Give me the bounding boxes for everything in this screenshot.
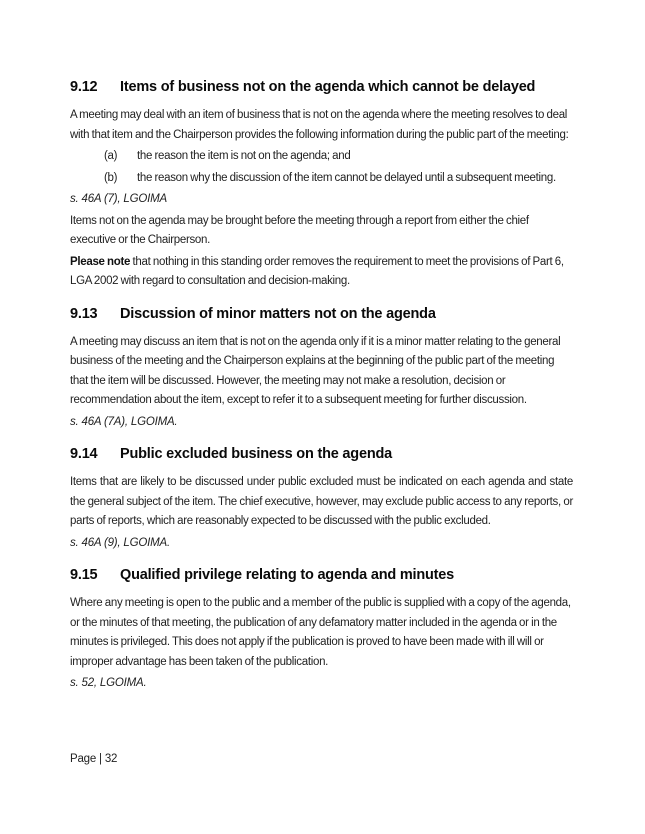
section-intro-paragraph: A meeting may deal with an item of business that is not on the agenda where the meeting resolves to deal with that item and the Chairperson provides the following information during the public part of the meeting: <box>70 109 569 141</box>
section-body-paragraph: A meeting may discuss an item that is not on the agenda only if it is a minor matter relating to the general business of the meeting and the Chairperson explains at the beginning of the public part of the meeting that the item will be discussed. However, the meeting may not make a resolution, decision or recommendation about the item, except to refer it to a subsequent meeting for further discussion. <box>70 335 561 406</box>
note-paragraph <box>70 253 573 292</box>
section-number: 9.12 <box>70 79 98 95</box>
list-item-label: (b) <box>104 171 118 184</box>
section-title: Discussion of minor matters not on the agenda <box>120 305 436 322</box>
list-item-text: the reason the item is not on the agenda; and <box>137 150 351 162</box>
section-heading <box>70 445 573 463</box>
section-body-paragraph: Items that are likely to be discussed under public excluded must be indicated on each agenda and state the general subject of the item. The chief executive, however, may exclude public access to any reports, or parts of reports, which are reasonably expected to be discussed with the public excluded. <box>70 476 573 527</box>
list-item-b <box>70 169 573 189</box>
section-title: Qualified privilege relating to agenda and minutes <box>120 567 455 583</box>
section-title: Public excluded business on the agenda <box>120 446 392 462</box>
statute-citation: s. 46A (9), LGOIMA. <box>70 536 170 549</box>
section-heading <box>70 305 573 323</box>
list-item-a <box>70 147 573 167</box>
section-body-paragraph: Where any meeting is open to the public and a member of the public is supplied with a copy of the agenda, or the minutes of that meeting, the publication of any defamatory matter included in the agenda or in the minutes is privileged. This does not apply if the publication is proved to have been made with ill will or improper advantage has been taken of the publication. <box>70 597 571 668</box>
page-footer: Page | 32 <box>70 753 118 765</box>
section-number: 9.13 <box>70 305 98 322</box>
section-9-13 <box>70 305 573 433</box>
section-number: 9.14 <box>70 446 98 462</box>
statute-citation: s. 46A (7), LGOIMA <box>70 193 167 205</box>
note-body: that nothing in this standing order removes the requirement to meet the provisions of Part 6, LGA 2002 with regard to consultation and decision-making. <box>70 255 564 287</box>
section-heading <box>70 566 573 584</box>
statute-citation: s. 46A (7A), LGOIMA. <box>70 415 178 428</box>
section-number: 9.15 <box>70 567 98 583</box>
document-content <box>70 78 573 696</box>
list-item-text: the reason why the discussion of the item cannot be delayed until a subsequent meeting. <box>137 171 556 184</box>
section-title: Items of business not on the agenda which cannot be delayed <box>120 79 536 95</box>
section-9-14 <box>70 445 573 553</box>
section-9-12 <box>70 78 573 292</box>
section-heading <box>70 78 573 96</box>
lettered-list <box>70 147 573 188</box>
note-lead: Please note <box>70 255 131 268</box>
list-item-label: (a) <box>104 150 118 162</box>
section-9-15 <box>70 566 573 694</box>
statute-citation: s. 52, LGOIMA. <box>70 677 147 689</box>
report-paragraph: Items not on the agenda may be brought before the meeting through a report from either the chief executive or the Chairperson. <box>70 214 529 246</box>
